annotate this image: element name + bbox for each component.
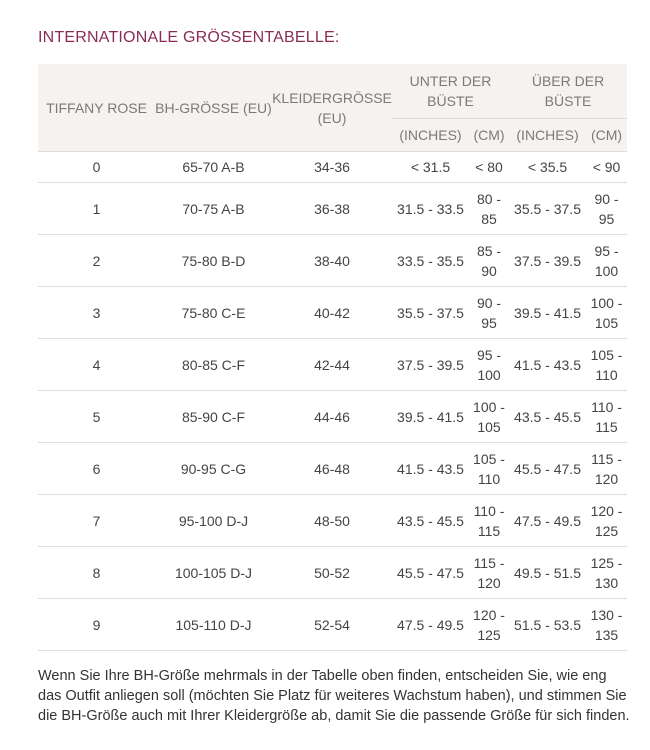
cell-dress-size: 44-46 [272, 391, 392, 443]
cell-overbust-inches: 41.5 - 43.5 [509, 339, 586, 391]
cell-underbust-cm: 80 - 85 [469, 183, 509, 235]
cell-underbust-inches: 41.5 - 43.5 [392, 443, 469, 495]
cell-bh-size: 100-105 D-J [155, 547, 272, 599]
table-row [38, 183, 627, 235]
cell-underbust-cm: 105 - 110 [469, 443, 509, 495]
cell-underbust-inches: 31.5 - 33.5 [392, 183, 469, 235]
header-unter-der-bueste: UNTER DER BÜSTE [392, 64, 509, 119]
cell-dress-size: 42-44 [272, 339, 392, 391]
cell-underbust-inches: 37.5 - 39.5 [392, 339, 469, 391]
header-ueber-cm: (CM) [586, 119, 627, 152]
cell-overbust-cm: 125 - 130 [586, 547, 627, 599]
cell-bh-size: 85-90 C-F [155, 391, 272, 443]
cell-tiffany-size: 9 [38, 599, 155, 651]
table-row [38, 599, 627, 651]
cell-overbust-inches: 39.5 - 41.5 [509, 287, 586, 339]
table-row [38, 495, 627, 547]
cell-tiffany-size: 2 [38, 235, 155, 287]
cell-underbust-cm: 115 - 120 [469, 547, 509, 599]
table-row [38, 339, 627, 391]
cell-overbust-cm: 130 - 135 [586, 599, 627, 651]
header-ueber-der-bueste: ÜBER DER BÜSTE [509, 64, 627, 119]
cell-overbust-cm: 115 - 120 [586, 443, 627, 495]
cell-overbust-inches: 35.5 - 37.5 [509, 183, 586, 235]
cell-underbust-cm: < 80 [469, 152, 509, 183]
fit-advice-note: Wenn Sie Ihre BH-Größe mehrmals in der Tabelle oben finden, entscheiden Sie, wie eng das Outfit anliegen soll (möchten Sie Platz für weiteres Wachstum haben), und stimmen Sie die BH-Größe auch mit Ihrer Kleidergröße ab, damit Sie die passende Größe für sich finden. [38, 668, 630, 724]
table-row [38, 391, 627, 443]
cell-underbust-inches: 47.5 - 49.5 [392, 599, 469, 651]
cell-overbust-cm: 95 - 100 [586, 235, 627, 287]
cell-dress-size: 52-54 [272, 599, 392, 651]
cell-bh-size: 70-75 A-B [155, 183, 272, 235]
cell-underbust-cm: 90 - 95 [469, 287, 509, 339]
cell-underbust-inches: 33.5 - 35.5 [392, 235, 469, 287]
cell-bh-size: 75-80 B-D [155, 235, 272, 287]
size-table-header [38, 64, 627, 152]
cell-overbust-inches: 49.5 - 51.5 [509, 547, 586, 599]
cell-overbust-cm: 90 - 95 [586, 183, 627, 235]
cell-dress-size: 48-50 [272, 495, 392, 547]
cell-underbust-inches: 35.5 - 37.5 [392, 287, 469, 339]
cell-tiffany-size: 5 [38, 391, 155, 443]
cell-overbust-inches: 47.5 - 49.5 [509, 495, 586, 547]
size-table-body [38, 152, 627, 651]
cell-tiffany-size: 1 [38, 183, 155, 235]
cell-underbust-inches: 43.5 - 45.5 [392, 495, 469, 547]
cell-bh-size: 80-85 C-F [155, 339, 272, 391]
header-tiffany-rose: TIFFANY ROSE [38, 64, 155, 152]
cell-overbust-inches: 37.5 - 39.5 [509, 235, 586, 287]
cell-dress-size: 38-40 [272, 235, 392, 287]
cell-bh-size: 105-110 D-J [155, 599, 272, 651]
cell-overbust-inches: 51.5 - 53.5 [509, 599, 586, 651]
cell-underbust-inches: 45.5 - 47.5 [392, 547, 469, 599]
cell-dress-size: 36-38 [272, 183, 392, 235]
header-kleidergroesse: KLEIDERGRÖSSE (EU) [272, 64, 392, 152]
cell-underbust-inches: < 31.5 [392, 152, 469, 183]
cell-tiffany-size: 7 [38, 495, 155, 547]
cell-underbust-cm: 110 - 115 [469, 495, 509, 547]
cell-bh-size: 95-100 D-J [155, 495, 272, 547]
cell-overbust-inches: 43.5 - 45.5 [509, 391, 586, 443]
cell-overbust-cm: 105 - 110 [586, 339, 627, 391]
table-row [38, 152, 627, 183]
cell-overbust-inches: < 35.5 [509, 152, 586, 183]
cell-overbust-inches: 45.5 - 47.5 [509, 443, 586, 495]
cell-tiffany-size: 4 [38, 339, 155, 391]
cell-dress-size: 40-42 [272, 287, 392, 339]
cell-overbust-cm: < 90 [586, 152, 627, 183]
cell-dress-size: 46-48 [272, 443, 392, 495]
cell-underbust-cm: 120 - 125 [469, 599, 509, 651]
cell-tiffany-size: 8 [38, 547, 155, 599]
size-table [38, 64, 627, 651]
header-unter-inches: (INCHES) [392, 119, 469, 152]
table-row [38, 235, 627, 287]
header-ueber-inches: (INCHES) [509, 119, 586, 152]
cell-dress-size: 34-36 [272, 152, 392, 183]
cell-overbust-cm: 100 - 105 [586, 287, 627, 339]
page-title: INTERNATIONALE GRÖSSENTABELLE: [38, 29, 340, 46]
cell-underbust-inches: 39.5 - 41.5 [392, 391, 469, 443]
cell-overbust-cm: 120 - 125 [586, 495, 627, 547]
table-row [38, 443, 627, 495]
cell-underbust-cm: 100 - 105 [469, 391, 509, 443]
header-unter-cm: (CM) [469, 119, 509, 152]
cell-tiffany-size: 6 [38, 443, 155, 495]
cell-underbust-cm: 85 - 90 [469, 235, 509, 287]
cell-underbust-cm: 95 - 100 [469, 339, 509, 391]
cell-dress-size: 50-52 [272, 547, 392, 599]
table-row [38, 287, 627, 339]
cell-tiffany-size: 0 [38, 152, 155, 183]
table-row [38, 547, 627, 599]
cell-bh-size: 90-95 C-G [155, 443, 272, 495]
cell-overbust-cm: 110 - 115 [586, 391, 627, 443]
header-bh-groesse: BH-GRÖSSE (EU) [155, 64, 272, 152]
cell-bh-size: 65-70 A-B [155, 152, 272, 183]
cell-tiffany-size: 3 [38, 287, 155, 339]
cell-bh-size: 75-80 C-E [155, 287, 272, 339]
